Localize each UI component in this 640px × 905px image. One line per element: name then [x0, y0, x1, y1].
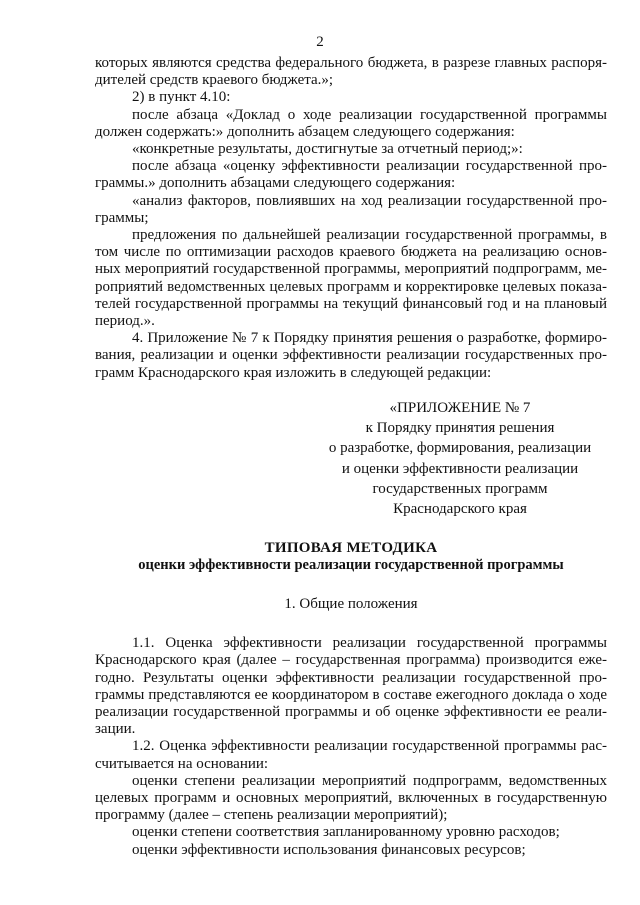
appendix-header: [325, 398, 595, 520]
section-title: 1. Общие положения: [284, 596, 418, 613]
appendix-header-line: Краснодарского края: [393, 501, 527, 518]
appendix-header-line: и оценки эффективности реализации: [341, 460, 579, 477]
amendment-paragraph: «конкретные результаты, достигнутые за отчетный период;»:: [132, 141, 523, 158]
appendix-header-line: «ПРИЛОЖЕНИЕ № 7: [389, 399, 531, 416]
amendment-paragraph: которых являются средства федерального бюджета, в разрезе главных распоря-дителей средств краевого бюджета.»;: [95, 55, 607, 89]
general-provisions-text: [95, 635, 607, 859]
amendment-paragraph: 2) в пункт 4.10:: [132, 89, 231, 106]
amendment-paragraph: «анализ факторов, повлиявших на ход реализации государственной про-граммы;: [95, 192, 607, 226]
amendment-paragraph: после абзаца «оценку эффективности реализации государственной про-граммы.» дополнить абзацами следующего содержания:: [95, 158, 607, 192]
document-body: [95, 55, 607, 859]
appendix-header-line: к Порядку принятия решения: [365, 420, 555, 437]
amendment-paragraph: предложения по дальнейшей реализации государственной программы, в том числе по оптимизации расходов краевого бюджета на реализацию основ-ных мероприятий государственной программы, мероприятий подпрограмм, ме-роприятий ведомственных целевых программ и корректировке целевых показа-телей государственной программы на текущий финансовый год и на плановый период.».: [95, 227, 607, 330]
document-title: ТИПОВАЯ МЕТОДИКА: [264, 539, 438, 556]
provision-paragraph: 1.1. Оценка эффективности реализации государственной программы Краснодарского края (далее – государственная программа) производится еже-годно. Результаты оценки эффективности реализации государственной про-граммы представляются ее координатором в составе ежегодного доклада о ходе реализации государственной программы и об оценке эффективности ее реали-зации.: [95, 635, 607, 738]
amendment-paragraph: 4. Приложение № 7 к Порядку принятия решения о разработке, формиро-вания, реализации и оценки эффективности реализации государственных про-грамм Краснодарского края изложить в следующей редакции:: [95, 330, 607, 381]
provision-paragraph: оценки эффективности использования финансовых ресурсов;: [132, 841, 526, 858]
appendix-header-line: государственных программ: [372, 481, 548, 498]
amendment-paragraph: после абзаца «Доклад о ходе реализации государственной программы должен содержать:» дополнить абзацем следующего содержания:: [95, 106, 607, 140]
provision-paragraph: 1.2. Оценка эффективности реализации государственной программы рас-считывается на основании:: [95, 738, 607, 772]
amendment-text: [95, 55, 607, 382]
provision-paragraph: оценки степени реализации мероприятий подпрограмм, ведомственных целевых программ и основных мероприятий, включенных в государственную программу (далее – степень реализации мероприятий);: [95, 772, 607, 824]
document-subtitle: оценки эффективности реализации государственной программы: [138, 556, 564, 573]
provision-paragraph: оценки степени соответствия запланированному уровню расходов;: [132, 824, 560, 841]
page-number: 2: [316, 34, 324, 50]
appendix-header-line: о разработке, формирования, реализации: [328, 440, 592, 457]
